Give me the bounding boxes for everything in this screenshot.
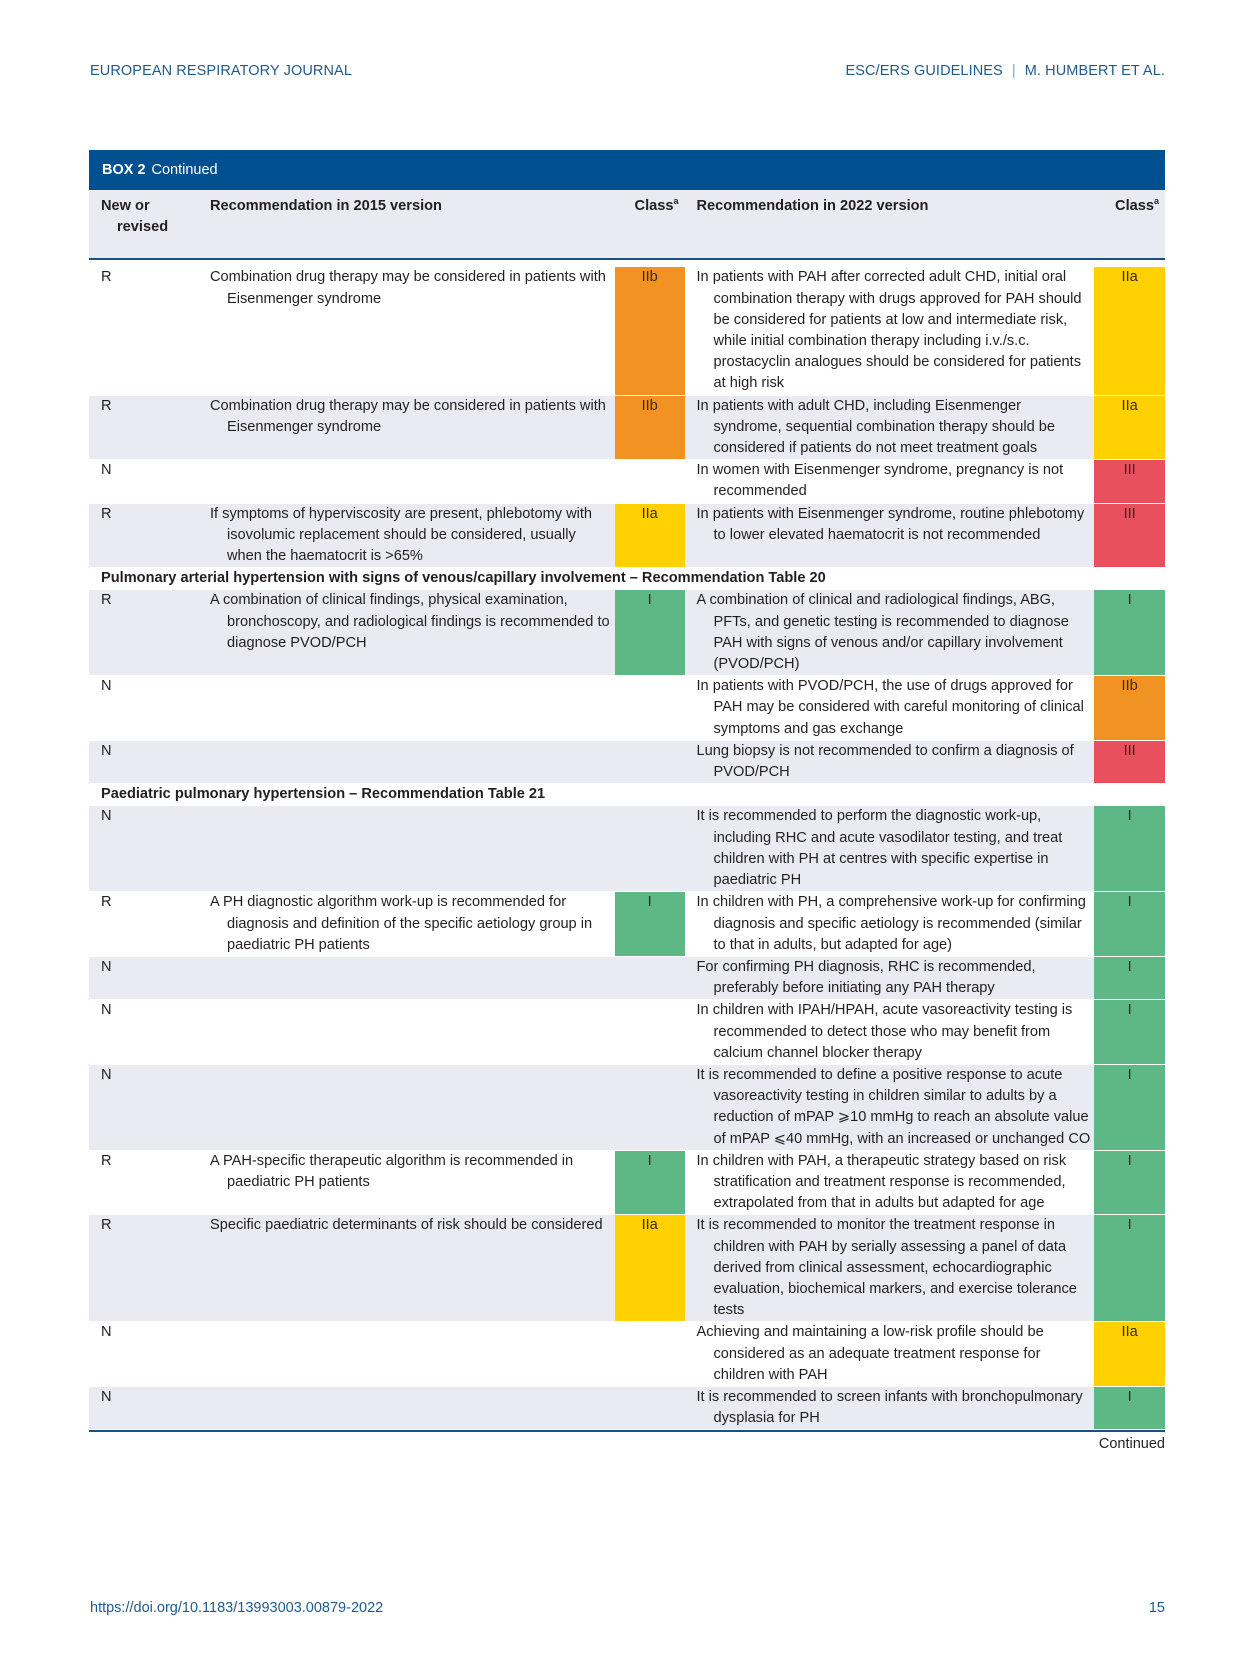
- rec-2022-cell: [685, 1386, 1095, 1429]
- article-section: [846, 63, 1166, 79]
- rec-2022-cell: [685, 503, 1095, 568]
- table-row: [89, 590, 1165, 676]
- new-or-revised-cell: R: [89, 1150, 198, 1215]
- rec-2022-cell: [685, 892, 1095, 957]
- page-footer: [90, 1600, 1165, 1616]
- rec-2022-cell-text: In patients with PVOD/PCH, the use of drugs approved for PAH may be considered with careful monitoring of clinical symptoms and gas exchange: [696, 678, 1084, 737]
- new-or-revised-cell: N: [89, 1000, 198, 1065]
- class-2022-badge: I: [1094, 1064, 1165, 1150]
- table-row: [89, 956, 1165, 999]
- separator: |: [1011, 63, 1016, 79]
- table-header-row: [89, 190, 1165, 259]
- class-2015-badge: [615, 740, 685, 783]
- class-2022-badge: III: [1094, 503, 1165, 568]
- box-title: Continued: [151, 162, 218, 178]
- table-row: [89, 1322, 1165, 1387]
- rec-2022-cell: [685, 267, 1095, 395]
- new-or-revised-cell: N: [89, 956, 198, 999]
- new-or-revised-cell: N: [89, 1386, 198, 1429]
- rec-2022-cell-text: For confirming PH diagnosis, RHC is recommended, preferably before initiating any PAH therapy: [696, 958, 1036, 997]
- rec-2015-cell-text: A combination of clinical findings, physical examination, bronchoscopy, and radiological findings is recommended to diagnose PVOD/PCH: [210, 592, 610, 651]
- rec-2022-cell-text: Lung biopsy is not recommended to confirm a diagnosis of PVOD/PCH: [696, 742, 1074, 781]
- rec-2015-cell-text: A PAH-specific therapeutic algorithm is recommended in paediatric PH patients: [210, 1152, 574, 1190]
- spacer-row: [89, 259, 1165, 267]
- class-2015-badge: [615, 1386, 685, 1429]
- class-2022-badge: I: [1094, 1000, 1165, 1065]
- rec-2015-cell: [198, 1064, 615, 1150]
- recommendations-box: [89, 150, 1165, 1452]
- table-row: [89, 1215, 1165, 1322]
- class-2022-badge: IIa: [1094, 1322, 1165, 1387]
- section-heading-row: [89, 568, 1165, 590]
- rec-2015-cell: [198, 676, 615, 741]
- rec-2022-cell: [685, 590, 1095, 676]
- table-row: [89, 806, 1165, 892]
- rec-2015-cell-text: If symptoms of hyperviscosity are present, phlebotomy with isovolumic replacement should be considered, usually when the haematocrit is >65%: [210, 505, 593, 565]
- rec-2022-cell-text: In children with PH, a comprehensive work-up for confirming diagnosis and specific aetiology is recommended (similar to that in adults, but adapted for age): [696, 894, 1086, 953]
- rec-2022-cell-text: In patients with PAH after corrected adult CHD, initial oral combination therapy with drugs approved for PAH should be considered for patients at low and intermediate risk, while initial combination therapy including i.v./s.c. prostacyclin analogues should be considered for patients at high risk: [696, 269, 1082, 392]
- table-row: [89, 503, 1165, 568]
- rec-2015-cell: [198, 267, 615, 395]
- class-2022-badge: I: [1094, 892, 1165, 957]
- table-row: [89, 740, 1165, 783]
- section-label: ESC/ERS GUIDELINES: [845, 63, 1003, 79]
- rec-2022-cell: [685, 1150, 1095, 1215]
- rec-2015-cell: [198, 1322, 615, 1387]
- rec-2022-cell-text: In women with Eisenmenger syndrome, pregnancy is not recommended: [696, 462, 1064, 500]
- authors: M. HUMBERT ET AL.: [1024, 63, 1165, 79]
- header-class-2015: [615, 190, 685, 259]
- rec-2022-cell-text: In children with IPAH/HPAH, acute vasoreactivity testing is recommended to detect those who may benefit from calcium channel blocker therapy: [696, 1002, 1073, 1061]
- running-head: [90, 63, 1165, 79]
- header-rec-2015: Recommendation in 2015 version: [198, 190, 615, 259]
- header-new-or-revised: [89, 190, 198, 259]
- class-2015-badge: [615, 1322, 685, 1387]
- rec-2015-cell: [198, 1215, 615, 1322]
- box-title-bar: [89, 150, 1165, 190]
- new-or-revised-cell: N: [89, 806, 198, 892]
- section-heading-row: [89, 784, 1165, 806]
- rec-2015-cell-text: A PH diagnostic algorithm work-up is recommended for diagnosis and definition of the specific aetiology group in paediatric PH patients: [210, 894, 593, 953]
- header-class-2022-label: Class: [1115, 198, 1154, 214]
- class-2015-badge: [615, 676, 685, 741]
- class-2015-badge: IIb: [615, 267, 685, 395]
- class-2022-badge: I: [1094, 956, 1165, 999]
- rec-2015-cell: [198, 892, 615, 957]
- header-rec-2022: Recommendation in 2022 version: [685, 190, 1095, 259]
- continued-label: Continued: [1098, 1436, 1165, 1453]
- class-2022-badge: I: [1094, 1215, 1165, 1322]
- rec-2015-cell: [198, 590, 615, 676]
- new-or-revised-cell: R: [89, 395, 198, 460]
- class-2022-badge: I: [1094, 590, 1165, 676]
- rec-2022-cell: [685, 460, 1095, 503]
- class-2015-badge: [615, 460, 685, 503]
- class-2022-badge: I: [1094, 1150, 1165, 1215]
- table-row: [89, 676, 1165, 741]
- rec-2015-cell: [198, 806, 615, 892]
- table-row: [89, 1386, 1165, 1429]
- rec-2022-cell: [685, 956, 1095, 999]
- class-2015-badge: I: [615, 590, 685, 676]
- class-2015-badge: I: [615, 892, 685, 957]
- rec-2015-cell: [198, 395, 615, 460]
- new-or-revised-cell: N: [89, 460, 198, 503]
- rec-2022-cell-text: In patients with adult CHD, including Eisenmenger syndrome, sequential combination therapy should be considered if patients do not meet treatment goals: [696, 397, 1056, 457]
- rec-2022-cell: [685, 676, 1095, 741]
- table-row: [89, 267, 1165, 395]
- rec-2022-cell: [685, 806, 1095, 892]
- footnote-marker: a: [1153, 196, 1159, 207]
- recommendations-table: [89, 190, 1165, 1430]
- new-or-revised-cell: N: [89, 740, 198, 783]
- section-heading: Paediatric pulmonary hypertension – Recommendation Table 21: [89, 784, 1165, 806]
- rec-2015-cell: [198, 1386, 615, 1429]
- header-new-or-revised-line2: revised: [117, 219, 169, 236]
- class-2015-badge: [615, 956, 685, 999]
- new-or-revised-cell: R: [89, 1215, 198, 1322]
- table-row: [89, 1150, 1165, 1215]
- new-or-revised-cell: R: [89, 267, 198, 395]
- header-class-2022: [1094, 190, 1165, 259]
- class-2022-badge: III: [1094, 740, 1165, 783]
- rec-2015-cell: [198, 1150, 615, 1215]
- rec-2015-cell-text: Specific paediatric determinants of risk should be considered: [210, 1217, 603, 1234]
- page-number: 15: [1148, 1600, 1165, 1616]
- class-2015-badge: [615, 806, 685, 892]
- rec-2015-cell: [198, 1000, 615, 1065]
- rec-2022-cell-text: It is recommended to perform the diagnostic work-up, including RHC and acute vasodilator testing, and treat children with PH at centres with specific expertise in paediatric PH: [696, 808, 1063, 889]
- class-2022-badge: IIa: [1094, 395, 1165, 460]
- rec-2022-cell: [685, 1322, 1095, 1387]
- rec-2015-cell: [198, 740, 615, 783]
- rec-2022-cell: [685, 740, 1095, 783]
- rec-2015-cell: [198, 956, 615, 999]
- new-or-revised-cell: N: [89, 676, 198, 741]
- new-or-revised-cell: N: [89, 1322, 198, 1387]
- rec-2022-cell-text: Achieving and maintaining a low-risk profile should be considered as an adequate treatment response for children with PAH: [696, 1324, 1044, 1383]
- table-row: [89, 460, 1165, 503]
- table-row: [89, 1064, 1165, 1150]
- box-label: BOX 2: [102, 162, 146, 178]
- new-or-revised-cell: N: [89, 1064, 198, 1150]
- class-2015-badge: I: [615, 1150, 685, 1215]
- class-2015-badge: IIb: [615, 395, 685, 460]
- rec-2015-cell: [198, 460, 615, 503]
- rec-2022-cell-text: A combination of clinical and radiological findings, ABG, PFTs, and genetic testing is recommended to diagnose PAH with signs of venous and/or capillary involvement (PVOD/PCH): [696, 592, 1069, 673]
- rec-2022-cell-text: It is recommended to screen infants with bronchopulmonary dysplasia for PH: [696, 1388, 1083, 1427]
- footnote-marker: a: [673, 196, 679, 207]
- rec-2022-cell: [685, 1215, 1095, 1322]
- rec-2022-cell-text: In children with PAH, a therapeutic strategy based on risk stratification and treatment response is recommended, extrapolated from that in adults but adapted for age: [696, 1152, 1067, 1212]
- new-or-revised-cell: R: [89, 503, 198, 568]
- class-2015-badge: [615, 1064, 685, 1150]
- table-row: [89, 892, 1165, 957]
- rec-2022-cell: [685, 1064, 1095, 1150]
- class-2022-badge: IIb: [1094, 676, 1165, 741]
- rec-2022-cell: [685, 1000, 1095, 1065]
- rec-2015-cell-text: Combination drug therapy may be considered in patients with Eisenmenger syndrome: [210, 397, 606, 435]
- rec-2022-cell-text: It is recommended to monitor the treatment response in children with PAH by serially assessing a panel of data derived from clinical assessment, echocardiographic evaluation, biochemical markers, and exercise tolerance tests: [696, 1217, 1077, 1319]
- journal-name: EUROPEAN RESPIRATORY JOURNAL: [90, 63, 352, 79]
- class-2015-badge: IIa: [615, 503, 685, 568]
- table-row: [89, 1000, 1165, 1065]
- rec-2015-cell-text: Combination drug therapy may be considered in patients with Eisenmenger syndrome: [210, 269, 606, 307]
- header-new-or-revised-line1: New or: [101, 198, 150, 214]
- rec-2022-cell-text: In patients with Eisenmenger syndrome, routine phlebotomy to lower elevated haematocrit is not recommended: [696, 505, 1085, 543]
- header-class-2015-label: Class: [634, 198, 674, 214]
- table-row: [89, 395, 1165, 460]
- class-2022-badge: I: [1094, 1386, 1165, 1429]
- table-body: [89, 259, 1165, 1429]
- class-2015-badge: [615, 1000, 685, 1065]
- new-or-revised-cell: R: [89, 892, 198, 957]
- new-or-revised-cell: R: [89, 590, 198, 676]
- section-heading: Pulmonary arterial hypertension with signs of venous/capillary involvement – Recommendation Table 20: [89, 568, 1165, 590]
- class-2015-badge: IIa: [615, 1215, 685, 1322]
- class-2022-badge: III: [1094, 460, 1165, 503]
- doi-link[interactable]: https://doi.org/10.1183/13993003.00879-2022: [90, 1600, 384, 1616]
- rec-2022-cell-text: It is recommended to define a positive response to acute vasoreactivity testing in children similar to adults by a reduction of mPAP ⩾10 mmHg to reach an absolute value of mPAP ⩽40 mmHg, with an increased or unchanged CO: [696, 1066, 1091, 1147]
- class-2022-badge: I: [1094, 806, 1165, 892]
- class-2022-badge: IIa: [1094, 267, 1165, 395]
- rec-2015-cell: [198, 503, 615, 568]
- rec-2022-cell: [685, 395, 1095, 460]
